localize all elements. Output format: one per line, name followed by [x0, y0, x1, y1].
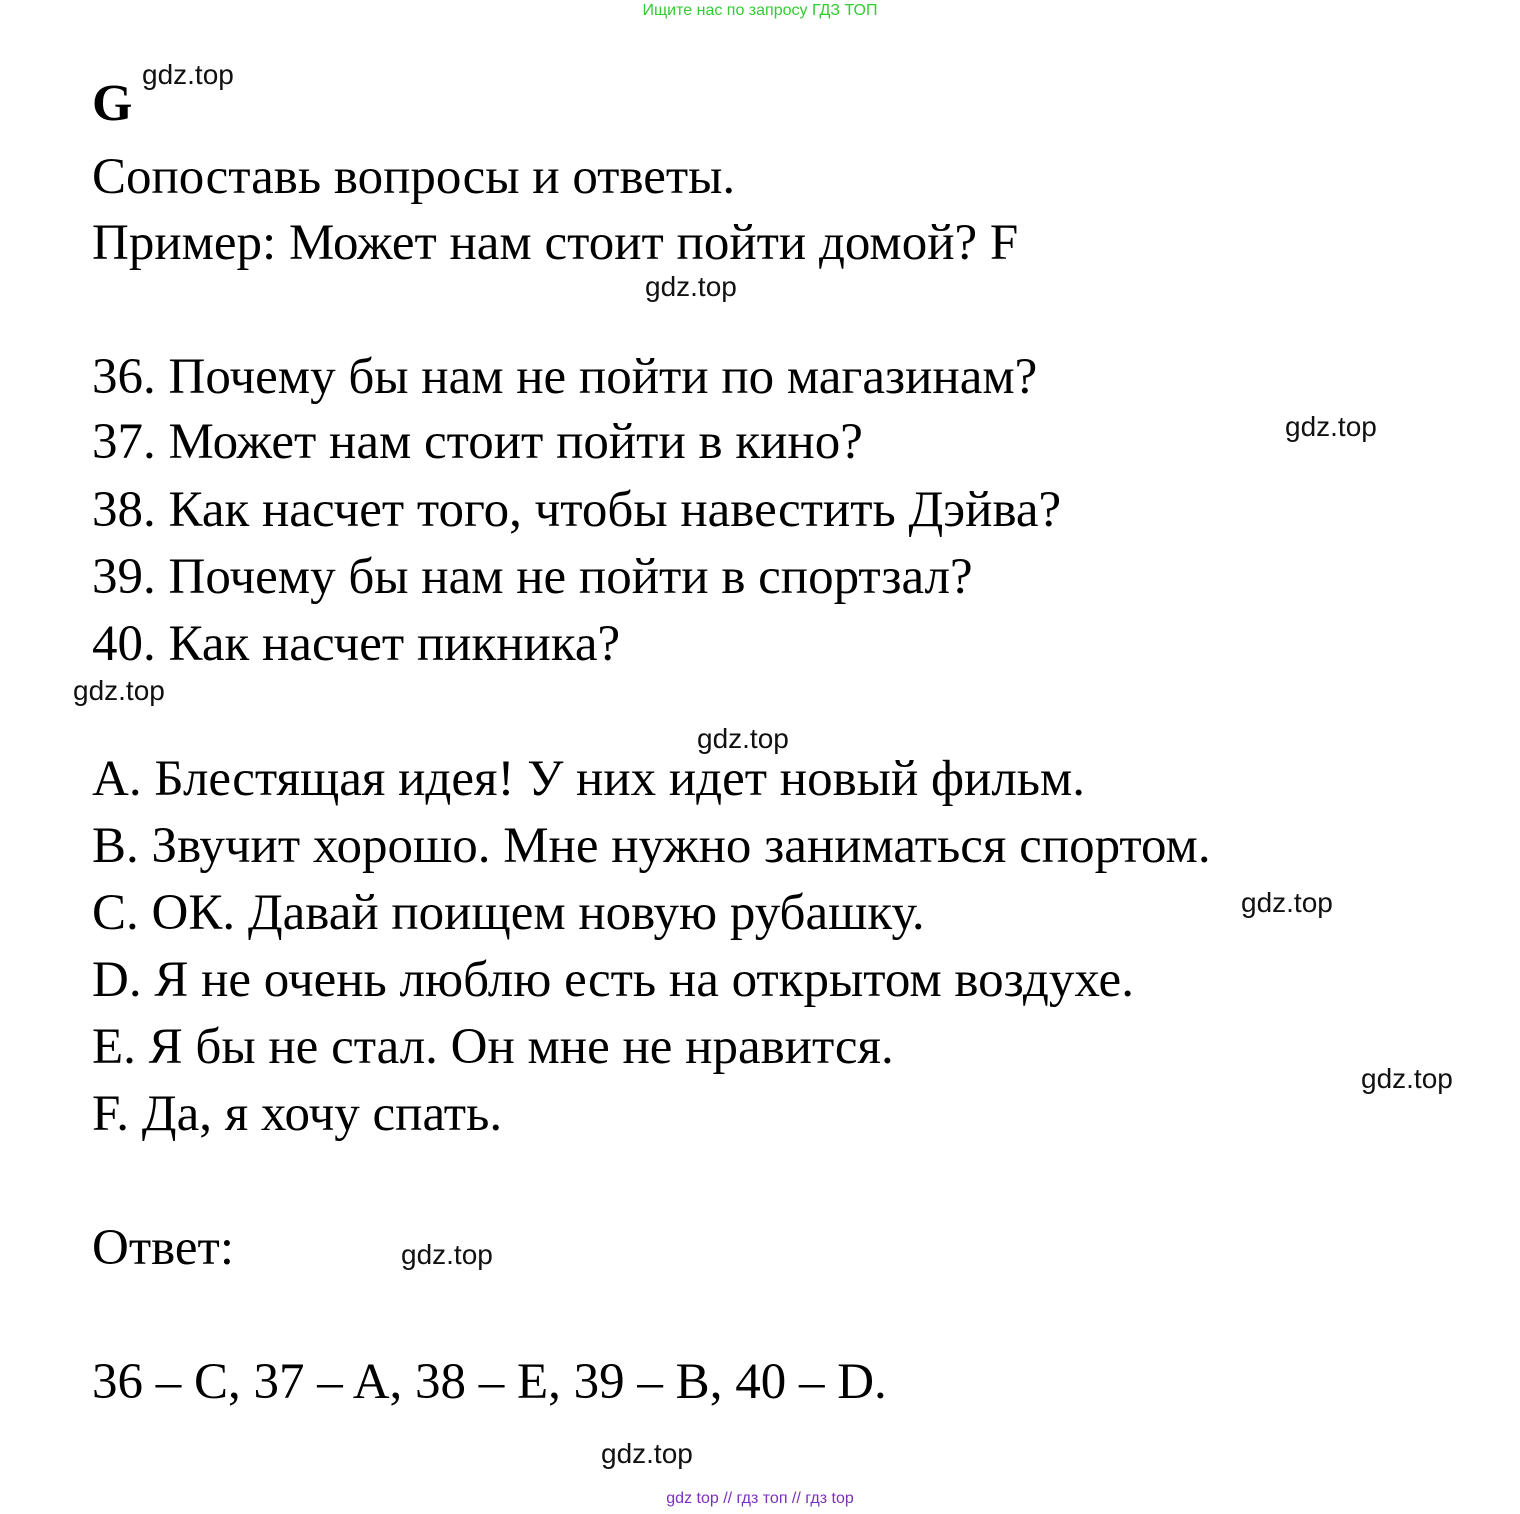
answer-option-c: C. ОК. Давай поищем новую рубашку. — [92, 885, 925, 941]
question-38: 38. Как насчет того, чтобы навестить Дэйва? — [92, 482, 1062, 538]
question-37: 37. Может нам стоит пойти в кино? — [92, 414, 863, 470]
top-banner: Ищите нас по запросу ГДЗ ТОП — [642, 2, 878, 19]
watermark: gdz.top — [401, 1239, 493, 1270]
exercise-example: Пример: Может нам стоит пойти домой? F — [92, 215, 1019, 271]
answer-option-d: D. Я не очень люблю есть на открытом воздухе. — [92, 952, 1134, 1008]
answer-label: Ответ: — [92, 1220, 234, 1276]
answer-option-b: B. Звучит хорошо. Мне нужно заниматься спортом. — [92, 818, 1211, 874]
exercise-instruction: Сопоставь вопросы и ответы. — [92, 149, 736, 205]
question-40: 40. Как насчет пикника? — [92, 616, 621, 672]
watermark: gdz.top — [601, 1438, 693, 1469]
answer-option-a: A. Блестящая идея! У них идет новый фильм. — [92, 751, 1086, 807]
answer-key: 36 – C, 37 – A, 38 – E, 39 – B, 40 – D. — [92, 1354, 887, 1410]
answer-option-e: E. Я бы не стал. Он мне не нравится. — [92, 1019, 894, 1075]
answer-option-f: F. Да, я хочу спать. — [92, 1086, 503, 1142]
watermark: gdz.top — [645, 271, 737, 302]
watermark: gdz.top — [142, 59, 234, 90]
footer-links: gdz top // гдз топ // гдз top — [666, 1490, 854, 1507]
watermark: gdz.top — [1361, 1063, 1453, 1094]
watermark: gdz.top — [1241, 887, 1333, 918]
watermark: gdz.top — [1285, 411, 1377, 442]
exercise-letter: G — [92, 75, 133, 132]
question-36: 36. Почему бы нам не пойти по магазинам? — [92, 349, 1038, 405]
watermark: gdz.top — [697, 723, 789, 754]
watermark: gdz.top — [73, 675, 165, 706]
question-39: 39. Почему бы нам не пойти в спортзал? — [92, 549, 973, 605]
